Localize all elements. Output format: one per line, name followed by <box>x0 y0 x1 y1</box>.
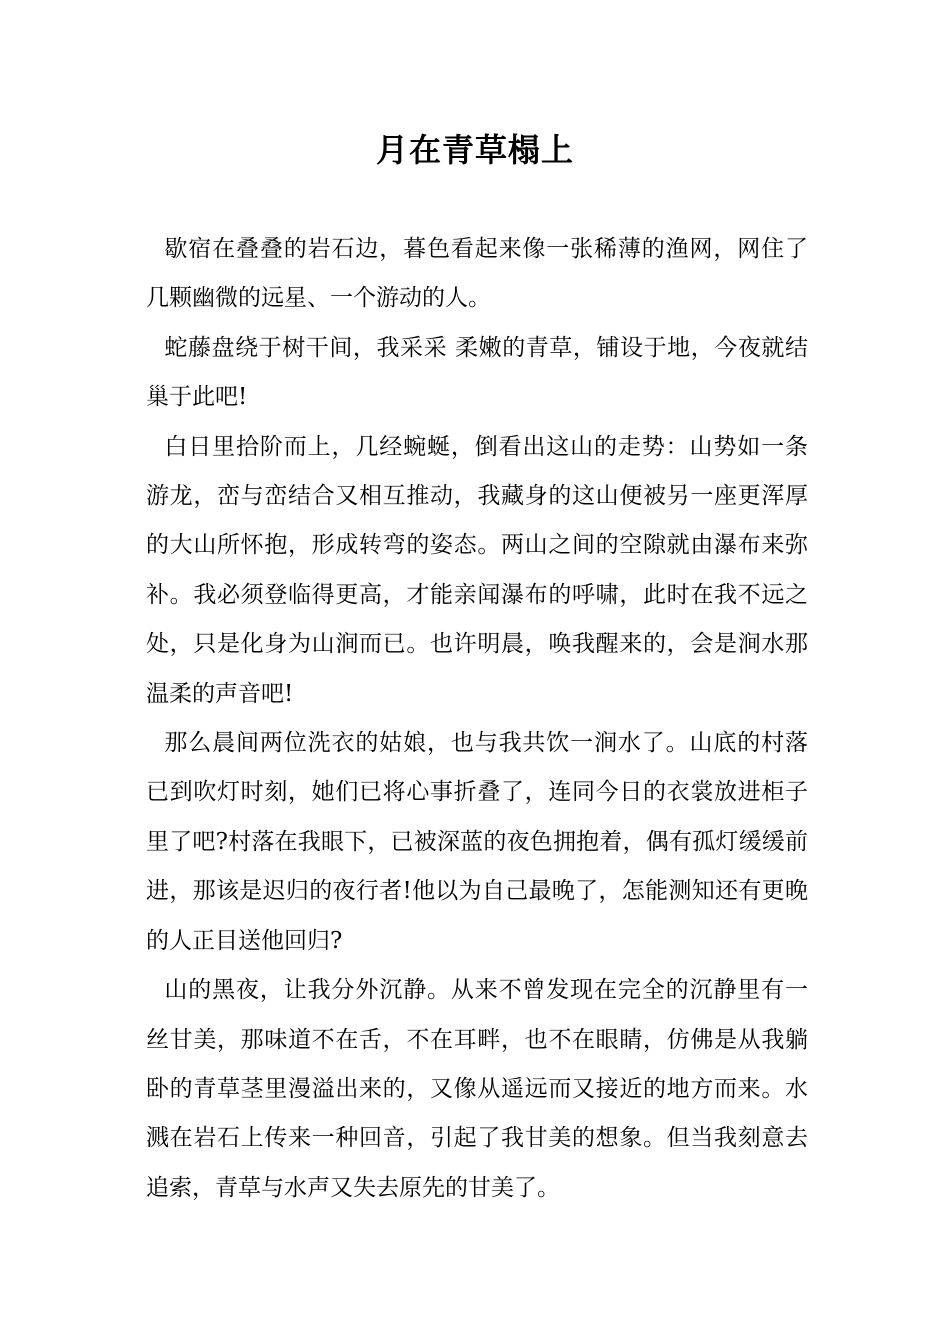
paragraph-3: 白日里拾阶而上，几经蜿蜒，倒看出这山的走势：山势如一条游龙，峦与峦结合又相互推动，我藏身的这山便被另一座更浑厚的大山所怀抱，形成转弯的姿态。两山之间的空隙就由瀑布来弥补。我必须登临得更高，才能亲闻瀑布的呼啸，此时在我不远之处，只是化身为山涧而已。也许明晨，唤我醒来的，会是涧水那温柔的声音吧! <box>146 433 808 707</box>
paragraph-1: 歇宿在叠叠的岩石边，暮色看起来像一张稀薄的渔网，网住了几颗幽微的远星、一个游动的人。 <box>146 236 808 312</box>
paragraph-5: 山的黑夜，让我分外沉静。从来不曾发现在完全的沉静里有一丝甘美，那味道不在舌，不在耳畔，也不在眼睛，仿佛是从我躺卧的青草茎里漫溢出来的，又像从遥远而又接近的地方而来。水溅在岩石上传来一种回音，引起了我甘美的想象。但当我刻意去追索，青草与水声又失去原先的甘美了。 <box>146 977 808 1201</box>
paragraph-4: 那么晨间两位洗衣的姑娘，也与我共饮一涧水了。山底的村落已到吹灯时刻，她们已将心事折叠了，连同今日的衣裳放进柜子里了吧?村落在我眼下，已被深蓝的夜色拥抱着，偶有孤灯缓缓前进，那该是迟归的夜行者!他以为自己最晚了，怎能测知还有更晚的人正目送他回归? <box>146 730 808 954</box>
document-body <box>146 225 808 1213</box>
paragraph-2: 蛇藤盘绕于树干间，我采采 柔嫩的青草，铺设于地，今夜就结巢于此吧! <box>146 334 808 411</box>
document-title: 月在青草榻上 <box>375 131 574 169</box>
